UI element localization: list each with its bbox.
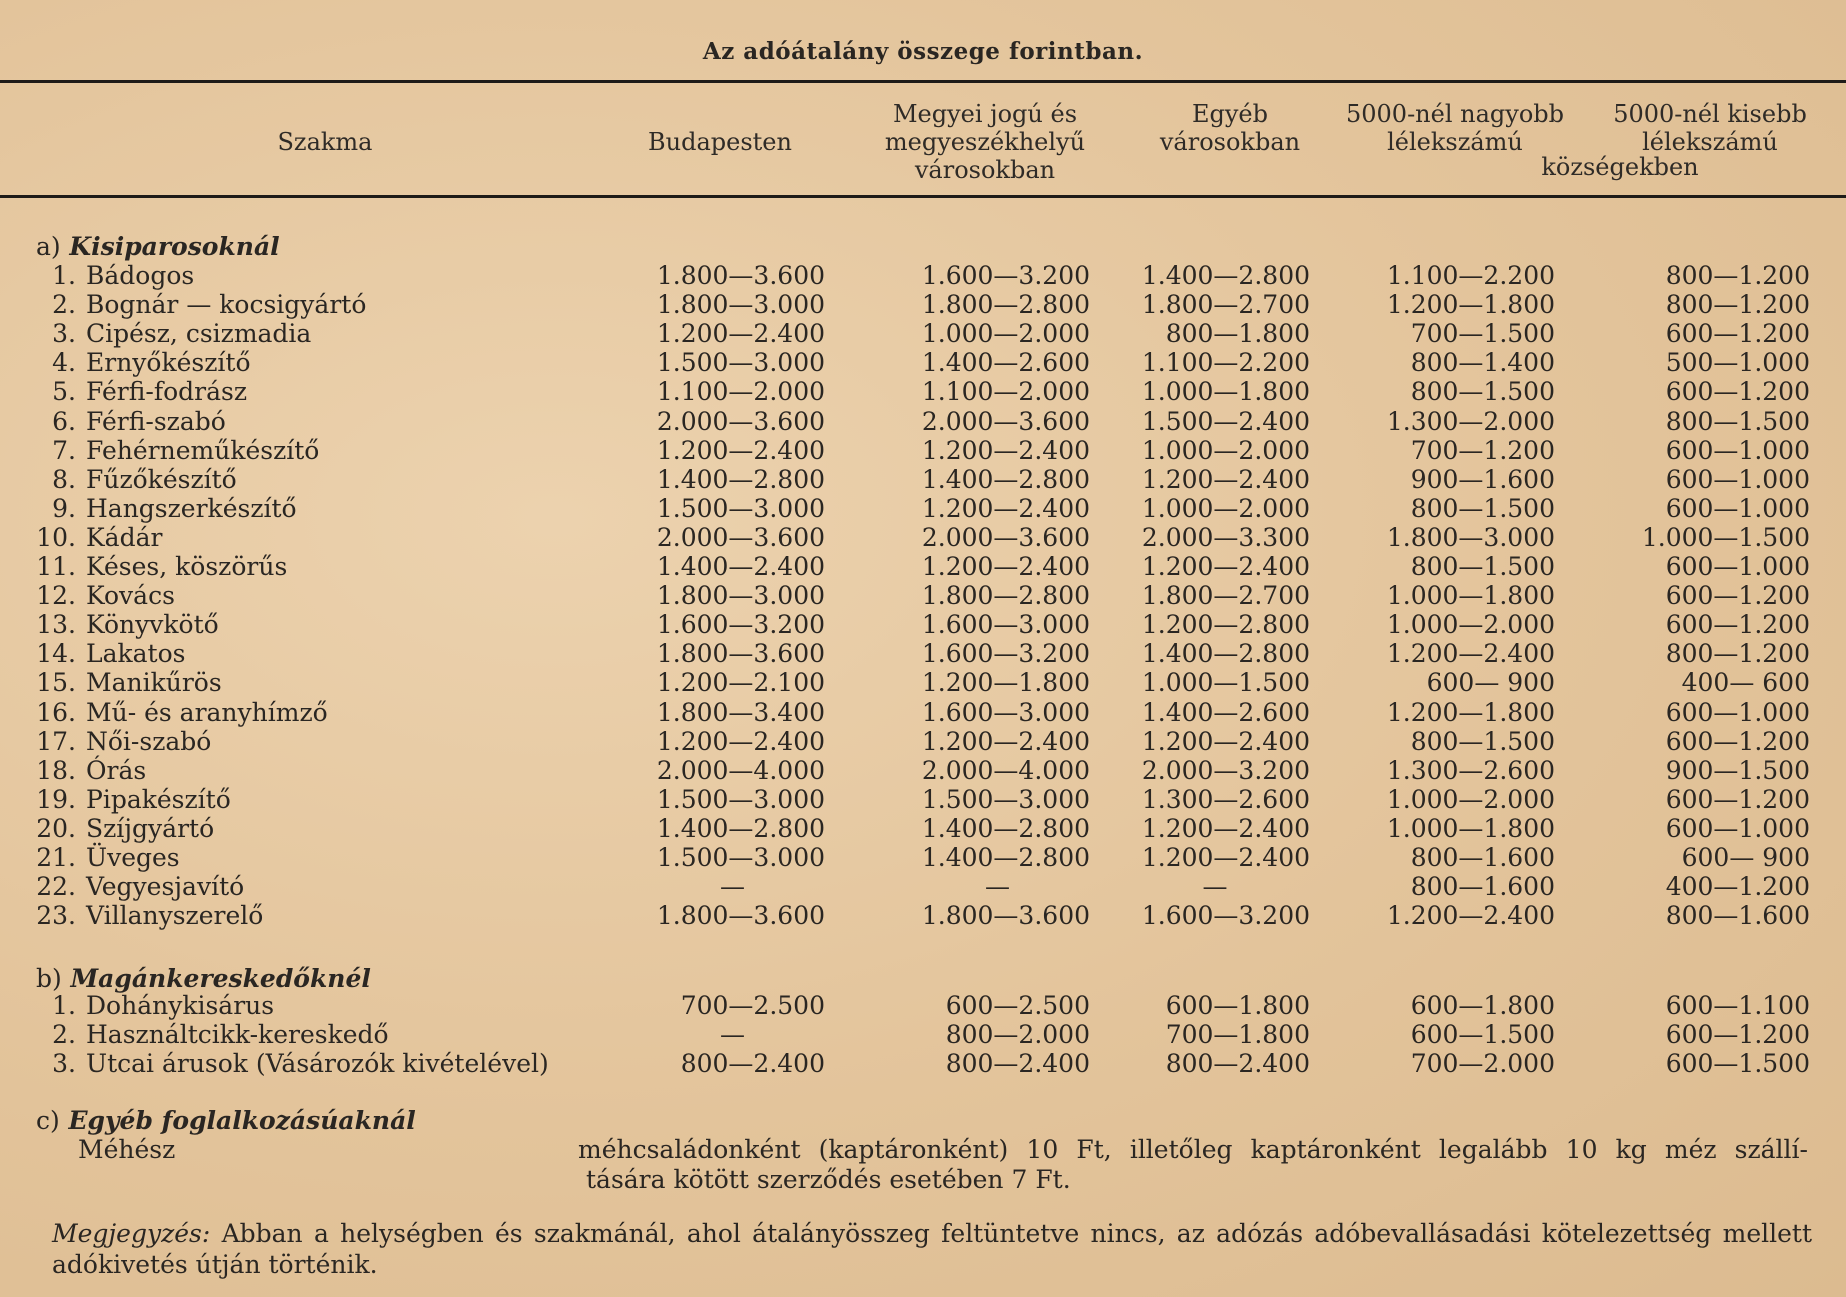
header-kisebb-line2: lélekszámú bbox=[1642, 128, 1778, 156]
row-trade-name: Ernyőkészítő bbox=[86, 348, 251, 378]
row-value-col1: 700—2.500 bbox=[680, 991, 825, 1020]
row-value-col5: 500—1.000 bbox=[1665, 348, 1810, 378]
row-value-col4: 800—1.500 bbox=[1410, 726, 1555, 756]
row-trade-name: Cipész, csizmadia bbox=[86, 319, 312, 349]
row-number: 6. bbox=[52, 406, 76, 436]
section-b-letter: b) bbox=[36, 964, 62, 993]
row-value-col1: 1.200—2.100 bbox=[656, 668, 825, 698]
row-value-col1: 1.200—2.400 bbox=[656, 319, 825, 349]
row-trade-name: Lakatos bbox=[86, 639, 186, 669]
row-number: 1. bbox=[52, 261, 76, 290]
table-row bbox=[0, 639, 1846, 668]
table-row bbox=[0, 377, 1846, 406]
row-value-col1: 2.000—3.600 bbox=[656, 406, 825, 436]
table-row bbox=[0, 319, 1846, 348]
table-row bbox=[0, 581, 1846, 610]
row-value-col4: 1.200—1.800 bbox=[1386, 290, 1555, 320]
row-trade-name: Órás bbox=[86, 755, 147, 785]
row-value-col3: 1.200—2.400 bbox=[1141, 726, 1310, 756]
table-row bbox=[0, 814, 1846, 843]
row-trade-name: Utcai árusok (Vásározók kivételével) bbox=[86, 1049, 549, 1078]
row-value-col2: 1.800—2.800 bbox=[921, 290, 1090, 320]
row-value-col5: 600—1.200 bbox=[1665, 1020, 1810, 1049]
row-value-col4: 800—1.500 bbox=[1410, 377, 1555, 407]
row-number: 12. bbox=[36, 581, 76, 611]
row-value-col2: 1.200—2.400 bbox=[921, 493, 1090, 523]
table-row bbox=[0, 290, 1846, 319]
row-value-col4: 1.200—1.800 bbox=[1386, 697, 1555, 727]
row-value-col2: 1.800—3.600 bbox=[921, 901, 1090, 931]
table-row bbox=[0, 991, 1846, 1020]
row-value-col5: 600—1.200 bbox=[1665, 610, 1810, 640]
row-value-col5: 600—1.200 bbox=[1665, 581, 1810, 611]
row-value-col3: 1.500—2.400 bbox=[1141, 406, 1310, 436]
row-value-col3: 1.100—2.200 bbox=[1141, 348, 1310, 378]
row-trade-name: Mű- és aranyhímző bbox=[86, 697, 328, 727]
row-number: 10. bbox=[36, 522, 76, 552]
header-egyeb-line2: városokban bbox=[1159, 128, 1301, 156]
row-value-col1: 1.800—3.600 bbox=[656, 901, 825, 931]
row-value-col5: 600—1.000 bbox=[1665, 435, 1810, 465]
row-value-col5: 600— 900 bbox=[1681, 843, 1810, 872]
row-value-col1: 1.100—2.000 bbox=[656, 377, 825, 407]
header-egyeb bbox=[1130, 100, 1330, 156]
table-row bbox=[0, 465, 1846, 494]
header-bottom-rule bbox=[0, 195, 1846, 198]
row-value-col4: 800—1.500 bbox=[1410, 552, 1555, 581]
row-number: 8. bbox=[52, 464, 76, 494]
row-value-col2: 2.000—3.600 bbox=[921, 406, 1090, 436]
section-c-label: Egyéb foglalkozásúaknál bbox=[68, 1106, 416, 1135]
row-value-col4: 600— 900 bbox=[1426, 668, 1555, 698]
row-number: 15. bbox=[36, 668, 76, 698]
header-szakma: Szakma bbox=[277, 128, 373, 156]
row-value-col4: 1.000—1.800 bbox=[1386, 581, 1555, 611]
table-row bbox=[0, 610, 1846, 639]
row-value-col3: 1.000—1.800 bbox=[1141, 377, 1310, 407]
header-megyei-line2: megyeszékhelyű bbox=[884, 128, 1086, 156]
row-value-col4: 800—1.400 bbox=[1410, 348, 1555, 378]
row-value-col2: 1.400—2.800 bbox=[921, 813, 1090, 843]
row-value-col2: — bbox=[985, 872, 1010, 902]
section-a-label: Kisiparosoknál bbox=[69, 232, 280, 261]
mehesz-text-line2: tására kötött szerződés esetében 7 Ft. bbox=[586, 1165, 1071, 1194]
row-number: 4. bbox=[52, 348, 76, 378]
header-megyei bbox=[860, 100, 1110, 184]
row-value-col5: 600—1.000 bbox=[1665, 813, 1810, 843]
row-value-col2: 1.200—2.400 bbox=[921, 435, 1090, 465]
row-value-col4: 1.000—2.000 bbox=[1386, 784, 1555, 814]
row-number: 20. bbox=[36, 813, 76, 843]
row-trade-name: Manikűrös bbox=[86, 668, 222, 698]
row-number: 5. bbox=[52, 377, 76, 407]
row-value-col3: 2.000—3.200 bbox=[1141, 755, 1310, 785]
row-value-col4: 800—1.600 bbox=[1410, 872, 1555, 902]
row-value-col2: 1.200—2.400 bbox=[921, 726, 1090, 756]
header-megyei-line3: városokban bbox=[914, 156, 1056, 184]
table-row bbox=[0, 843, 1846, 872]
row-number: 17. bbox=[36, 726, 76, 756]
row-number: 9. bbox=[52, 493, 76, 523]
row-number: 16. bbox=[36, 697, 76, 727]
row-value-col2: 1.800—2.800 bbox=[921, 581, 1090, 611]
row-value-col1: 1.400—2.800 bbox=[656, 813, 825, 843]
row-value-col4: 1.000—2.000 bbox=[1386, 610, 1555, 640]
row-value-col3: 2.000—3.300 bbox=[1141, 522, 1310, 552]
row-value-col4: 1.300—2.600 bbox=[1386, 755, 1555, 785]
row-number: 7. bbox=[52, 435, 76, 465]
row-number: 3. bbox=[52, 319, 76, 349]
row-value-col1: — bbox=[720, 872, 745, 902]
row-value-col3: 600—1.800 bbox=[1165, 991, 1310, 1020]
row-value-col1: 1.800—3.600 bbox=[656, 639, 825, 669]
row-value-col5: 800—1.200 bbox=[1665, 290, 1810, 320]
row-value-col3: 1.200—2.400 bbox=[1141, 552, 1310, 581]
row-value-col2: 1.600—3.000 bbox=[921, 697, 1090, 727]
row-number: 21. bbox=[36, 843, 76, 872]
row-value-col1: 1.200—2.400 bbox=[656, 435, 825, 465]
row-value-col4: 1.200—2.400 bbox=[1386, 639, 1555, 669]
row-value-col3: 800—2.400 bbox=[1165, 1049, 1310, 1078]
row-number: 2. bbox=[52, 290, 76, 320]
row-value-col5: 800—1.200 bbox=[1665, 639, 1810, 669]
row-value-col2: 1.400—2.800 bbox=[921, 843, 1090, 872]
row-value-col3: 1.200—2.400 bbox=[1141, 464, 1310, 494]
row-value-col5: 600—1.000 bbox=[1665, 464, 1810, 494]
row-value-col4: 1.300—2.000 bbox=[1386, 406, 1555, 436]
row-trade-name: Használtcikk-kereskedő bbox=[86, 1020, 389, 1049]
row-value-col5: 900—1.500 bbox=[1665, 755, 1810, 785]
row-value-col3: 1.300—2.600 bbox=[1141, 784, 1310, 814]
row-number: 11. bbox=[36, 552, 76, 581]
row-value-col3: 1.000—1.500 bbox=[1141, 668, 1310, 698]
row-value-col4: 1.000—1.800 bbox=[1386, 813, 1555, 843]
row-value-col3: 1.600—3.200 bbox=[1141, 901, 1310, 931]
row-value-col2: 1.200—2.400 bbox=[921, 552, 1090, 581]
row-value-col1: 1.200—2.400 bbox=[656, 726, 825, 756]
table-row bbox=[0, 1049, 1846, 1078]
row-value-col1: 1.500—3.000 bbox=[656, 348, 825, 378]
row-trade-name: Könyvkötő bbox=[86, 610, 219, 640]
row-value-col2: 1.000—2.000 bbox=[921, 319, 1090, 349]
row-value-col2: 600—2.500 bbox=[945, 991, 1090, 1020]
row-value-col4: 700—1.500 bbox=[1410, 319, 1555, 349]
row-value-col2: 1.200—1.800 bbox=[921, 668, 1090, 698]
row-value-col2: 1.100—2.000 bbox=[921, 377, 1090, 407]
row-value-col5: 600—1.000 bbox=[1665, 697, 1810, 727]
footnote-label: Megjegyzés: bbox=[52, 1219, 211, 1248]
row-trade-name: Pipakészítő bbox=[86, 784, 231, 814]
row-trade-name: Kovács bbox=[86, 581, 175, 611]
row-value-col1: 1.400—2.400 bbox=[656, 552, 825, 581]
row-value-col1: 1.800—3.000 bbox=[656, 290, 825, 320]
row-value-col1: 1.500—3.000 bbox=[656, 784, 825, 814]
row-value-col3: — bbox=[1202, 872, 1228, 902]
table-row bbox=[0, 1020, 1846, 1049]
row-value-col4: 900—1.600 bbox=[1410, 464, 1555, 494]
row-value-col5: 800—1.200 bbox=[1665, 261, 1810, 290]
row-value-col5: 600—1.200 bbox=[1665, 377, 1810, 407]
section-c-letter: c) bbox=[36, 1106, 60, 1135]
row-value-col5: 600—1.000 bbox=[1665, 493, 1810, 523]
row-value-col1: 1.800—3.000 bbox=[656, 581, 825, 611]
row-trade-name: Villanyszerelő bbox=[86, 901, 264, 931]
row-value-col4: 1.200—2.400 bbox=[1386, 901, 1555, 931]
header-nagyobb-line1: 5000-nél nagyobb bbox=[1345, 100, 1564, 128]
row-trade-name: Férfi-szabó bbox=[86, 406, 226, 436]
header-kozsegekben: községekben bbox=[1541, 153, 1699, 181]
footnote bbox=[52, 1218, 1812, 1280]
header-budapesten: Budapesten bbox=[648, 128, 792, 156]
header-kisebb bbox=[1590, 100, 1830, 156]
row-trade-name: Bognár — kocsigyártó bbox=[86, 290, 367, 320]
row-value-col3: 1.800—2.700 bbox=[1141, 290, 1310, 320]
row-value-col4: 800—1.600 bbox=[1410, 843, 1555, 872]
table-row bbox=[0, 785, 1846, 814]
row-trade-name: Férfi-fodrász bbox=[86, 377, 248, 407]
row-value-col3: 1.200—2.400 bbox=[1141, 843, 1310, 872]
row-trade-name: Női-szabó bbox=[86, 726, 212, 756]
row-value-col2: 1.600—3.200 bbox=[921, 639, 1090, 669]
row-value-col1: 1.600—3.200 bbox=[656, 610, 825, 640]
table-row bbox=[0, 668, 1846, 697]
row-number: 1. bbox=[52, 991, 76, 1020]
table-row bbox=[0, 348, 1846, 377]
section-a-letter: a) bbox=[36, 232, 61, 261]
row-number: 23. bbox=[36, 901, 76, 931]
row-value-col5: 800—1.500 bbox=[1665, 406, 1810, 436]
row-value-col1: 1.800—3.600 bbox=[656, 261, 825, 290]
row-trade-name: Hangszerkészítő bbox=[86, 493, 297, 523]
row-trade-name: Dohánykisárus bbox=[86, 991, 275, 1020]
row-number: 14. bbox=[36, 639, 76, 669]
section-b-label: Magánkereskedőknél bbox=[70, 964, 371, 993]
table-row bbox=[0, 436, 1846, 465]
header-nagyobb-line2: lélekszámú bbox=[1387, 128, 1523, 156]
row-value-col2: 800—2.000 bbox=[945, 1020, 1090, 1049]
section-c-title bbox=[36, 1106, 416, 1135]
row-trade-name: Bádogos bbox=[86, 261, 195, 290]
table-row bbox=[0, 727, 1846, 756]
row-value-col5: 800—1.600 bbox=[1665, 901, 1810, 931]
row-value-col3: 1.800—2.700 bbox=[1141, 581, 1310, 611]
header-nagyobb bbox=[1330, 100, 1580, 156]
table-row bbox=[0, 552, 1846, 581]
footnote-text: Abban a helységben és szakmánál, ahol átalányösszeg feltüntetve nincs, az adózás adóbevallásadási kötelezettség mellett adókivetés útján történik. bbox=[52, 1219, 1812, 1279]
header-top-rule bbox=[0, 80, 1846, 83]
row-trade-name: Vegyesjavító bbox=[86, 872, 245, 902]
row-value-col5: 600—1.200 bbox=[1665, 726, 1810, 756]
row-value-col2: 1.500—3.000 bbox=[921, 784, 1090, 814]
row-number: 13. bbox=[36, 610, 76, 640]
row-number: 3. bbox=[52, 1049, 76, 1078]
row-value-col5: 600—1.200 bbox=[1665, 319, 1810, 349]
row-value-col3: 1.400—2.600 bbox=[1141, 697, 1310, 727]
row-value-col2: 800—2.400 bbox=[945, 1049, 1090, 1078]
row-value-col3: 1.400—2.800 bbox=[1141, 639, 1310, 669]
row-value-col3: 1.400—2.800 bbox=[1141, 261, 1310, 290]
row-number: 19. bbox=[36, 784, 76, 814]
row-value-col1: 800—2.400 bbox=[680, 1049, 825, 1078]
row-value-col5: 600—1.200 bbox=[1665, 784, 1810, 814]
table-row bbox=[0, 494, 1846, 523]
row-value-col4: 1.800—3.000 bbox=[1386, 522, 1555, 552]
section-a-title bbox=[36, 232, 280, 261]
row-value-col4: 600—1.500 bbox=[1410, 1020, 1555, 1049]
row-value-col1: 2.000—3.600 bbox=[656, 522, 825, 552]
row-value-col5: 400—1.200 bbox=[1665, 872, 1810, 902]
row-value-col1: — bbox=[720, 1020, 745, 1049]
row-value-col3: 800—1.800 bbox=[1165, 319, 1310, 349]
row-trade-name: Szíjgyártó bbox=[86, 813, 215, 843]
row-value-col4: 800—1.500 bbox=[1410, 493, 1555, 523]
table-row bbox=[0, 523, 1846, 552]
row-value-col5: 600—1.100 bbox=[1665, 991, 1810, 1020]
row-number: 18. bbox=[36, 755, 76, 785]
row-value-col4: 700—1.200 bbox=[1410, 435, 1555, 465]
mehesz-label: Méhész bbox=[78, 1135, 176, 1164]
row-value-col2: 1.600—3.200 bbox=[921, 261, 1090, 290]
header-egyeb-line1: Egyéb bbox=[1191, 100, 1268, 128]
row-value-col2: 1.600—3.000 bbox=[921, 610, 1090, 640]
row-value-col4: 1.100—2.200 bbox=[1386, 261, 1555, 290]
row-value-col1: 1.500—3.000 bbox=[656, 843, 825, 872]
table-row bbox=[0, 261, 1846, 290]
row-value-col3: 1.200—2.800 bbox=[1141, 610, 1310, 640]
row-trade-name: Késes, köszörűs bbox=[86, 552, 288, 581]
row-value-col2: 2.000—3.600 bbox=[921, 522, 1090, 552]
row-trade-name: Kádár bbox=[86, 522, 163, 552]
section-b-title bbox=[36, 964, 371, 993]
row-value-col5: 400— 600 bbox=[1681, 668, 1810, 698]
row-number: 2. bbox=[52, 1020, 76, 1049]
row-value-col4: 600—1.800 bbox=[1410, 991, 1555, 1020]
row-trade-name: Fűzőkészítő bbox=[86, 464, 237, 494]
row-value-col3: 1.000—2.000 bbox=[1141, 435, 1310, 465]
row-value-col2: 1.400—2.800 bbox=[921, 464, 1090, 494]
row-value-col5: 600—1.500 bbox=[1665, 1049, 1810, 1078]
table-row bbox=[0, 407, 1846, 436]
table-row bbox=[0, 901, 1846, 930]
row-value-col3: 1.200—2.400 bbox=[1141, 813, 1310, 843]
page-title: Az adóátalány összege forintban. bbox=[702, 38, 1144, 65]
table-row bbox=[0, 698, 1846, 727]
row-value-col5: 1.000—1.500 bbox=[1641, 522, 1810, 552]
table-row bbox=[0, 872, 1846, 901]
row-value-col3: 1.000—2.000 bbox=[1141, 493, 1310, 523]
row-value-col2: 1.400—2.600 bbox=[921, 348, 1090, 378]
row-trade-name: Üveges bbox=[86, 843, 180, 872]
row-value-col1: 1.800—3.400 bbox=[656, 697, 825, 727]
row-value-col1: 1.400—2.800 bbox=[656, 464, 825, 494]
row-trade-name: Fehérneműkészítő bbox=[86, 435, 320, 465]
header-kisebb-line1: 5000-nél kisebb bbox=[1613, 100, 1807, 128]
row-value-col5: 600—1.000 bbox=[1665, 552, 1810, 581]
row-value-col4: 700—2.000 bbox=[1410, 1049, 1555, 1078]
mehesz-text-line1: méhcsaládonként (kaptáronként) 10 Ft, illetőleg kaptáronként legalább 10 kg méz szállí- bbox=[578, 1135, 1808, 1164]
row-value-col3: 700—1.800 bbox=[1165, 1020, 1310, 1049]
table-row bbox=[0, 756, 1846, 785]
header-megyei-line1: Megyei jogú és bbox=[892, 100, 1078, 128]
row-number: 22. bbox=[36, 872, 76, 902]
row-value-col1: 2.000—4.000 bbox=[656, 755, 825, 785]
row-value-col1: 1.500—3.000 bbox=[656, 493, 825, 523]
row-value-col2: 2.000—4.000 bbox=[921, 755, 1090, 785]
